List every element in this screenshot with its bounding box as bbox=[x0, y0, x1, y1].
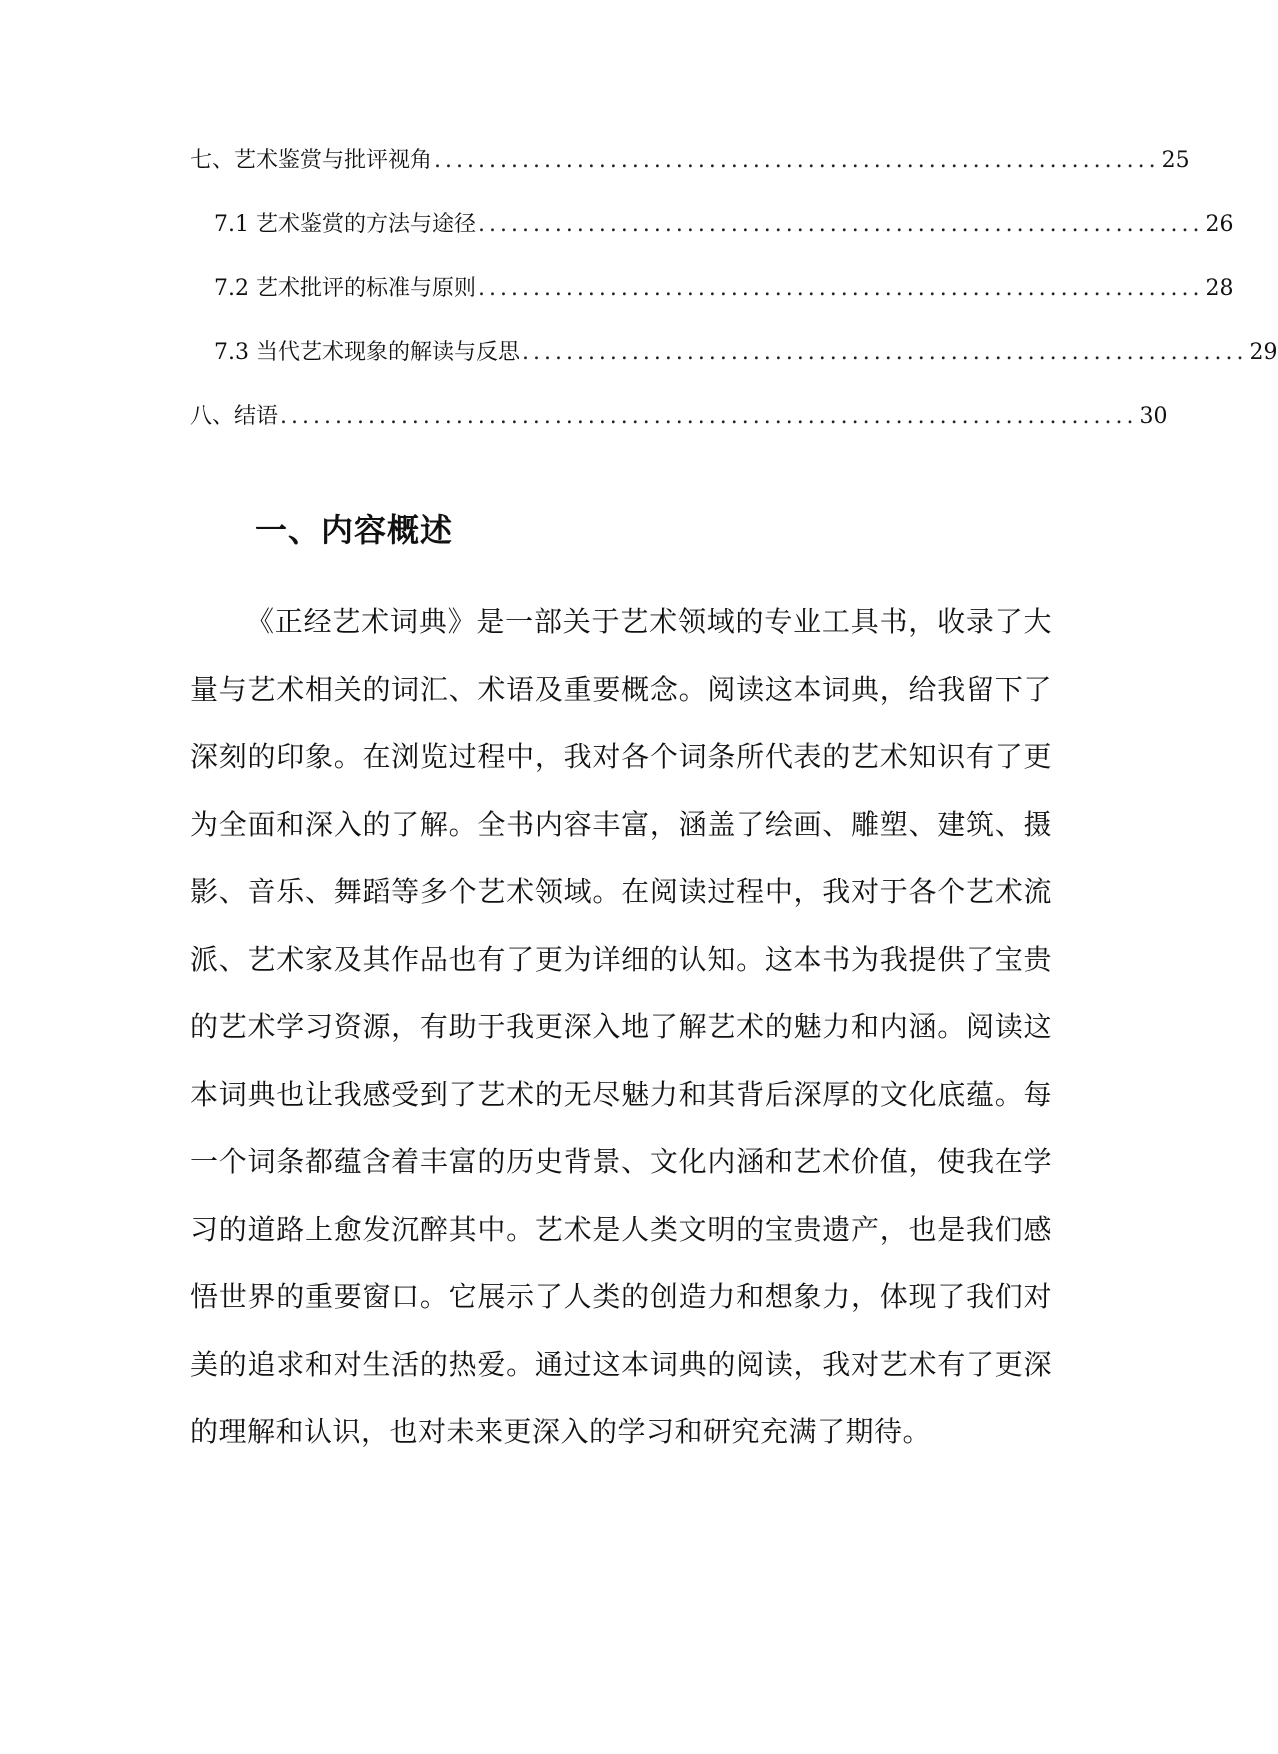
table-of-contents bbox=[190, 146, 1278, 466]
toc-entry[interactable] bbox=[190, 274, 1234, 338]
toc-entry-title: 八、结语 bbox=[190, 404, 279, 429]
toc-page-number: 25 bbox=[1161, 148, 1190, 173]
toc-page-number: 26 bbox=[1205, 212, 1234, 237]
toc-entry[interactable] bbox=[190, 338, 1278, 402]
toc-page-number: 28 bbox=[1205, 276, 1234, 301]
toc-entry-title: 7.1 艺术鉴赏的方法与途径 bbox=[214, 212, 476, 237]
toc-entry[interactable] bbox=[190, 146, 1190, 210]
toc-leader-dots: .............................................................................. bbox=[280, 404, 1138, 429]
toc-entry-title: 7.3 当代艺术现象的解读与反思 bbox=[214, 340, 520, 365]
toc-entry-title: 7.2 艺术批评的标准与原则 bbox=[214, 276, 476, 301]
section-heading: 一、内容概述 bbox=[255, 511, 454, 549]
toc-leader-dots: .................................................................. bbox=[477, 276, 1204, 301]
toc-page-number: 30 bbox=[1139, 404, 1168, 429]
body-paragraph: 《正经艺术词典》是一部关于艺术领域的专业工具书，收录了大量与艺术相关的词汇、术语及重要概念。阅读这本词典，给我留下了深刻的印象。在浏览过程中，我对各个词条所代表的艺术知识有了更为全面和深入的了解。全书内容丰富，涵盖了绘画、雕塑、建筑、摄影、音乐、舞蹈等多个艺术领域。在阅读过程中，我对于各个艺术流派、艺术家及其作品也有了更为详细的认知。这本书为我提供了宝贵的艺术学习资源，有助于我更深入地了解艺术的魅力和内涵。阅读这本词典也让我感受到了艺术的无尽魅力和其背后深厚的文化底蕴。每一个词条都蕴含着丰富的历史背景、文化内涵和艺术价值，使我在学习的道路上愈发沉醉其中。艺术是人类文明的宝贵遗产，也是我们感悟世界的重要窗口。它展示了人类的创造力和想象力，体现了我们对美的追求和对生活的热爱。通过这本词典的阅读，我对艺术有了更深的理解和认识，也对未来更深入的学习和研究充满了期待。 bbox=[190, 605, 1052, 1448]
toc-entry-title: 七、艺术鉴赏与批评视角 bbox=[190, 148, 433, 173]
toc-entry[interactable] bbox=[190, 402, 1168, 466]
toc-leader-dots: .................................................................. bbox=[521, 340, 1248, 365]
toc-entry[interactable] bbox=[190, 210, 1234, 274]
toc-page-number: 29 bbox=[1249, 340, 1278, 365]
toc-leader-dots: .................................................................. bbox=[477, 212, 1204, 237]
toc-leader-dots: .................................................................. bbox=[434, 148, 1160, 173]
